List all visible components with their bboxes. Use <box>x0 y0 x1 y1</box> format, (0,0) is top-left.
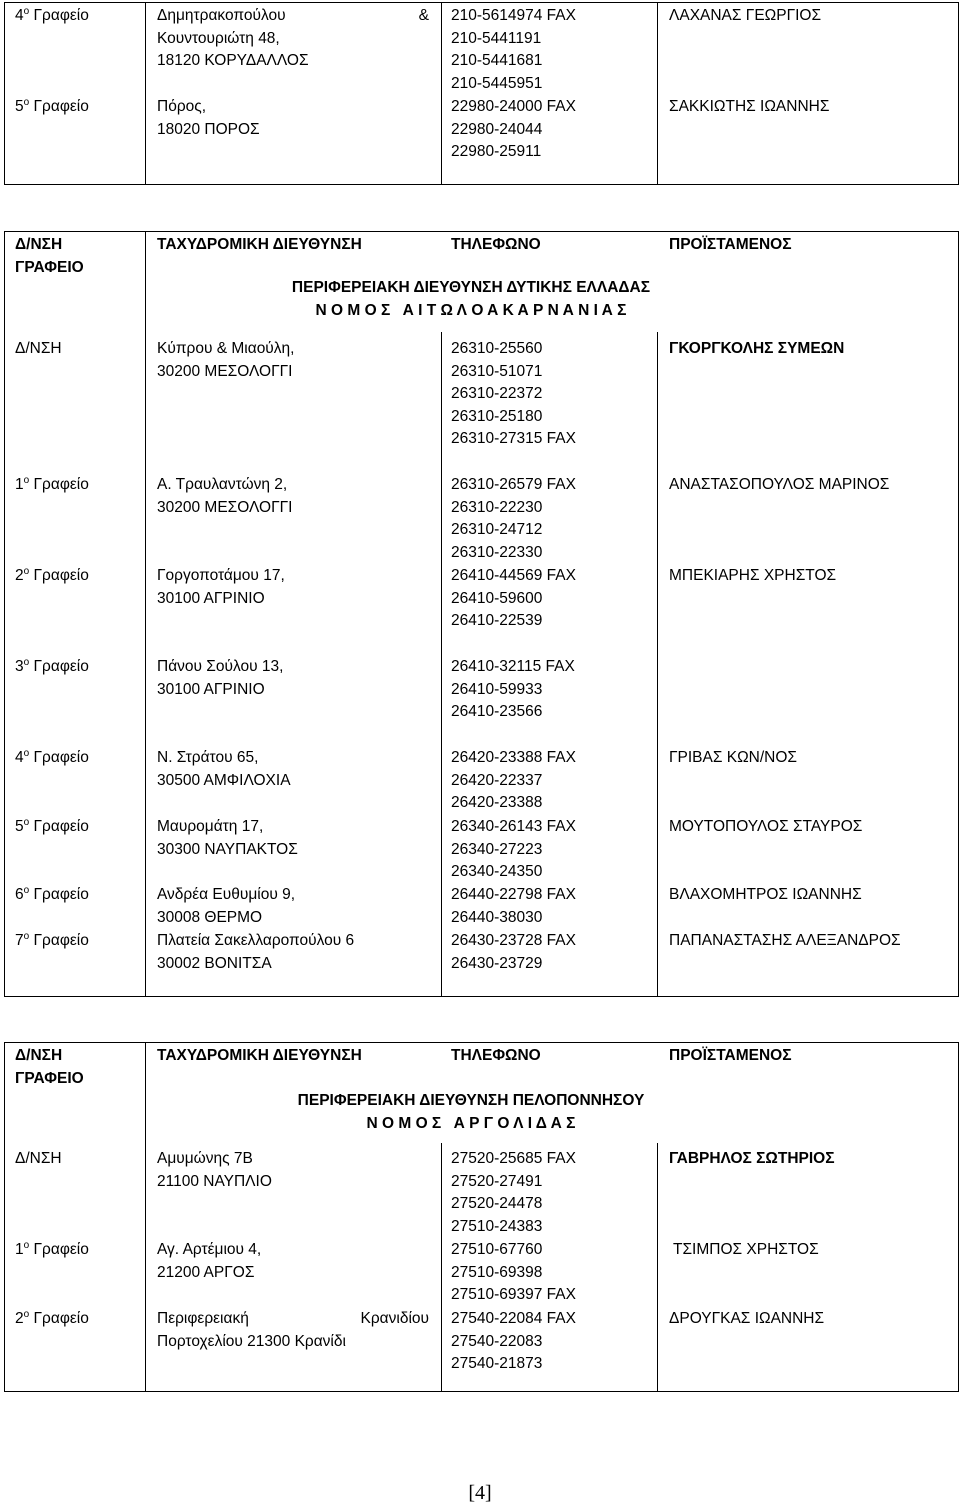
phone-list <box>451 565 576 633</box>
office-number: 3 <box>15 658 24 675</box>
ordinal-suffix: ο <box>23 657 30 668</box>
office-number: 4 <box>15 7 24 24</box>
phone-number: 27520-25685 FAX <box>451 1150 576 1167</box>
column-header <box>15 234 84 279</box>
phone-list <box>451 930 576 975</box>
phone-list <box>451 1308 576 1376</box>
phone-number: 26310-24712 <box>451 521 543 538</box>
address-line: 21100 ΝΑΥΠΛΙΟ <box>157 1172 272 1190</box>
address-line: 30008 ΘΕΡΜΟ <box>157 908 263 926</box>
phone-number: 26420-23388 <box>451 794 543 811</box>
column-divider <box>657 3 658 184</box>
address-line: Πλατεία Σακελλαροπούλου 6 <box>157 932 355 949</box>
phone-list <box>451 338 576 451</box>
phone-number: 26310-27315 FAX <box>451 430 576 447</box>
postal-address <box>157 1308 429 1353</box>
office-word: Γραφείο <box>33 1241 89 1258</box>
ordinal-suffix: ο <box>23 566 30 577</box>
phone-list <box>451 747 576 815</box>
phone-number: 22980-24044 <box>451 120 543 138</box>
ordinal-suffix: ο <box>23 1309 30 1320</box>
region-title: ΠΕΡΙΦΕΡΕΙΑΚΗ ΔΙΕΥΘΥΝΣΗ ΠΕΛΟΠΟΝΝΗΣΟΥ <box>297 1092 645 1109</box>
postal-address <box>157 930 354 975</box>
address-line: Αμυμώνης 7Β <box>157 1150 253 1167</box>
ordinal-suffix: ο <box>23 817 30 828</box>
phone-number: 26410-44569 FAX <box>451 567 576 584</box>
office-number: 4 <box>15 749 24 766</box>
directorate-label: Δ/ΝΣΗ <box>15 340 62 357</box>
office-word: Γραφείο <box>33 476 89 493</box>
phone-number: 27540-22084 FAX <box>451 1310 576 1327</box>
ordinal-suffix: ο <box>23 6 30 17</box>
office-number: 2 <box>15 567 24 584</box>
office-word: Γραφείο <box>33 1310 89 1327</box>
phone-list <box>451 474 576 564</box>
head-name: ΠΑΠΑΝΑΣΤΑΣΗΣ ΑΛΕΞΑΝΔΡΟΣ <box>669 932 901 949</box>
office-number: 7 <box>15 932 24 949</box>
office-label <box>15 656 89 679</box>
address-line: Κουντουριώτη 48, <box>157 29 280 47</box>
postal-address <box>157 656 283 701</box>
ordinal-suffix: ο <box>23 885 30 896</box>
head-name: ΔΡΟΥΓΚΑΣ ΙΩΑΝΝΗΣ <box>669 1310 825 1327</box>
header-line: ΓΡΑΦΕΙΟ <box>15 1069 84 1087</box>
header-line: ΓΡΑΦΕΙΟ <box>15 258 84 276</box>
address-line: Ανδρέα Ευθυμίου 9, <box>157 886 296 903</box>
column-header: ΤΗΛΕΦΩΝΟ <box>451 236 541 253</box>
address-line: 30002 ΒΟΝΙΤΣΑ <box>157 954 272 972</box>
column-header: ΤΑΧΥΔΡΟΜΙΚΗ ΔΙΕΥΘΥΝΣΗ <box>157 236 362 253</box>
phone-number: 26310-25180 <box>451 407 543 425</box>
phone-number: 26310-22330 <box>451 543 543 561</box>
column-divider <box>145 3 146 184</box>
postal-address <box>157 1239 261 1284</box>
office-label <box>15 474 89 497</box>
address-line: Ν. Στράτου 65, <box>157 749 259 766</box>
address-line: 30300 ΝΑΥΠΑΚΤΟΣ <box>157 840 298 858</box>
phone-list <box>451 1239 576 1307</box>
phone-number: 27510-69397 FAX <box>451 1286 576 1303</box>
phone-number: 210-5441191 <box>451 29 542 47</box>
address-line: 30100 ΑΓΡΙΝΙΟ <box>157 680 265 698</box>
address-line: Μαυρομάτη 17, <box>157 818 264 835</box>
phone-number: 26310-22230 <box>451 498 543 516</box>
office-number: 6 <box>15 886 24 903</box>
address-line: Α. Τραυλαντώνη 2, <box>157 476 288 493</box>
address-line: 30200 ΜΕΣΟΛΟΓΓΙ <box>157 362 293 380</box>
column-header <box>15 1045 84 1090</box>
head-name: ΜΟΥΤΟΠΟΥΛΟΣ ΣΤΑΥΡΟΣ <box>669 818 863 835</box>
phone-list <box>451 5 576 95</box>
address-line: Κύπρου & Μιαούλη, <box>157 340 295 357</box>
head-name: ΤΣΙΜΠΟΣ ΧΡΗΣΤΟΣ <box>673 1241 819 1258</box>
phone-list <box>451 816 576 884</box>
address-line: & <box>418 7 429 24</box>
office-word: Γραφείο <box>33 98 89 115</box>
office-word: Γραφείο <box>33 658 89 675</box>
phone-number: 26440-38030 <box>451 908 543 926</box>
address-line: Πορτοχελίου 21300 Κρανίδι <box>157 1332 346 1350</box>
phone-number: 210-5614974 FAX <box>451 7 576 24</box>
head-name: ΜΠΕΚΙΑΡΗΣ ΧΡΗΣΤΟΣ <box>669 567 837 584</box>
ordinal-suffix: ο <box>23 931 30 942</box>
phone-number: 26310-51071 <box>451 362 543 380</box>
phone-list <box>451 884 576 929</box>
prefecture-title: Ν Ο Μ Ο Σ Α Ρ Γ Ο Λ Ι Δ Α Σ <box>366 1115 576 1132</box>
address-line: 30200 ΜΕΣΟΛΟΓΓΙ <box>157 498 293 516</box>
ordinal-suffix: ο <box>23 97 30 108</box>
office-label <box>15 930 89 953</box>
postal-address <box>157 1148 272 1193</box>
phone-number: 27510-69398 <box>451 1263 543 1281</box>
office-word: Γραφείο <box>33 932 89 949</box>
address-line: Δημητρακοπούλου <box>157 7 286 24</box>
phone-number: 26410-22539 <box>451 612 543 629</box>
office-label <box>15 565 89 588</box>
ordinal-suffix: ο <box>23 748 30 759</box>
address-line: Περιφερειακή <box>157 1310 249 1327</box>
phone-number: 26410-59600 <box>451 589 543 607</box>
directorate-label: Δ/ΝΣΗ <box>15 1150 62 1167</box>
head-name: ΓΑΒΡΗΛΟΣ ΣΩΤΗΡΙΟΣ <box>669 1150 835 1167</box>
phone-number: 26410-59933 <box>451 680 543 698</box>
phone-number: 26420-22337 <box>451 771 543 789</box>
address-line: Αγ. Αρτέμιου 4, <box>157 1241 262 1258</box>
header-line: Δ/ΝΣΗ <box>15 236 63 253</box>
address-line: Κρανιδίου <box>360 1310 429 1327</box>
postal-address <box>157 474 292 519</box>
phone-number: 26440-22798 FAX <box>451 886 576 903</box>
phone-list <box>451 656 575 724</box>
phone-number: 210-5445951 <box>451 74 543 92</box>
phone-number: 27520-27491 <box>451 1172 543 1190</box>
table-attica-continuation <box>4 2 959 185</box>
phone-number: 27540-22083 <box>451 1332 543 1350</box>
prefecture-title: Ν Ο Μ Ο Σ Α Ι Τ Ω Λ Ο Α Κ Α Ρ Ν Α Ν Ι Α Σ <box>315 302 627 319</box>
office-label <box>15 5 89 28</box>
phone-number: 26420-23388 FAX <box>451 749 576 766</box>
head-name: ΓΚΟΡΓΚΟΛΗΣ ΣΥΜΕΩΝ <box>669 340 845 357</box>
office-label <box>15 1308 89 1331</box>
header-line: Δ/ΝΣΗ <box>15 1047 63 1064</box>
phone-number: 22980-24000 FAX <box>451 98 576 115</box>
column-header: ΤΑΧΥΔΡΟΜΙΚΗ ΔΙΕΥΘΥΝΣΗ <box>157 1047 362 1064</box>
phone-number: 26410-23566 <box>451 703 543 720</box>
column-header: ΠΡΟΪΣΤΑΜΕΝΟΣ <box>669 1047 792 1064</box>
office-number: 1 <box>15 476 24 493</box>
phone-number: 27540-21873 <box>451 1355 543 1372</box>
phone-number: 26310-26579 FAX <box>451 476 576 493</box>
postal-address <box>157 747 291 792</box>
column-divider <box>441 3 442 184</box>
office-number: 5 <box>15 818 24 835</box>
column-header: ΠΡΟΪΣΤΑΜΕΝΟΣ <box>669 236 792 253</box>
column-divider <box>441 332 442 996</box>
office-label <box>15 1239 89 1262</box>
table-aitoloakarnania <box>4 231 959 997</box>
address-line: Πάνου Σούλου 13, <box>157 658 284 675</box>
phone-number: 27510-67760 <box>451 1241 543 1258</box>
postal-address <box>157 96 260 141</box>
ordinal-suffix: ο <box>23 475 30 486</box>
phone-number: 26430-23729 <box>451 954 543 972</box>
phone-number: 22980-25911 <box>451 143 542 160</box>
table-argolida <box>4 1042 959 1392</box>
office-word: Γραφείο <box>33 886 89 903</box>
office-word: Γραφείο <box>33 818 89 835</box>
head-name: ΑΝΑΣΤΑΣΟΠΟΥΛΟΣ ΜΑΡΙΝΟΣ <box>669 476 890 493</box>
head-name: ΓΡΙΒΑΣ ΚΩΝ/ΝΟΣ <box>669 749 798 766</box>
office-word: Γραφείο <box>33 7 89 24</box>
office-label <box>15 884 89 907</box>
postal-address <box>157 565 285 610</box>
head-name: ΛΑΧΑΝΑΣ ΓΕΩΡΓΙΟΣ <box>669 7 822 24</box>
phone-number: 26340-27223 <box>451 840 543 858</box>
office-label <box>15 816 89 839</box>
office-word: Γραφείο <box>33 567 89 584</box>
office-number: 5 <box>15 98 24 115</box>
column-header: ΤΗΛΕΦΩΝΟ <box>451 1047 541 1064</box>
office-number: 1 <box>15 1241 24 1258</box>
phone-number: 210-5441681 <box>451 52 543 69</box>
phone-number: 26410-32115 FAX <box>451 658 575 675</box>
head-name: ΒΛΑΧΟΜΗΤΡΟΣ ΙΩΑΝΝΗΣ <box>669 886 862 903</box>
postal-address <box>157 5 433 73</box>
column-divider <box>441 1143 442 1391</box>
ordinal-suffix: ο <box>23 1240 30 1251</box>
phone-number: 27520-24478 <box>451 1195 543 1212</box>
office-word: Γραφείο <box>33 749 89 766</box>
office-label <box>15 747 89 770</box>
phone-list <box>451 96 576 164</box>
column-divider <box>145 232 146 996</box>
address-line: 18120 ΚΟΡΥΔΑΛΛΟΣ <box>157 52 309 69</box>
address-line: 18020 ΠΟΡΟΣ <box>157 120 260 138</box>
phone-number: 26310-22372 <box>451 385 543 402</box>
address-line: 30100 ΑΓΡΙΝΙΟ <box>157 589 265 607</box>
phone-number: 26430-23728 FAX <box>451 932 576 949</box>
phone-number: 27510-24383 <box>451 1217 543 1235</box>
address-line: Πόρος, <box>157 98 207 115</box>
phone-number: 26310-25560 <box>451 340 543 357</box>
office-label <box>15 96 89 119</box>
address-line: 30500 ΑΜΦΙΛΟΧΙΑ <box>157 771 291 789</box>
page-number: [4] <box>468 1482 492 1504</box>
head-name: ΣΑΚΚΙΩΤΗΣ ΙΩΑΝΝΗΣ <box>669 98 830 115</box>
postal-address <box>157 338 294 383</box>
column-divider <box>657 1143 658 1391</box>
column-divider <box>657 332 658 996</box>
office-number: 2 <box>15 1310 24 1327</box>
phone-list <box>451 1148 576 1238</box>
region-title: ΠΕΡΙΦΕΡΕΙΑΚΗ ΔΙΕΥΘΥΝΣΗ ΔΥΤΙΚΗΣ ΕΛΛΑΔΑΣ <box>291 279 651 296</box>
address-line: 21200 ΑΡΓΟΣ <box>157 1263 255 1281</box>
address-line: Γοργοποτάμου 17, <box>157 567 285 584</box>
postal-address <box>157 884 295 929</box>
phone-number: 26340-24350 <box>451 863 543 880</box>
postal-address <box>157 816 298 861</box>
phone-number: 26340-26143 FAX <box>451 818 576 835</box>
